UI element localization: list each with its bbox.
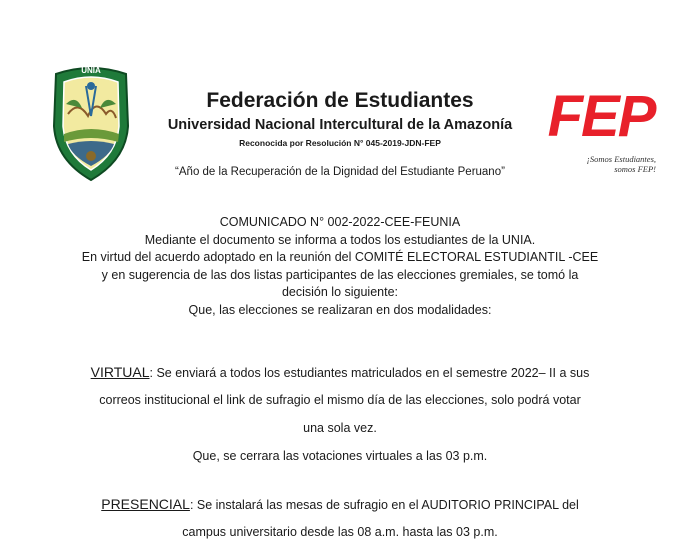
seal-top-text: UNIA [81, 66, 101, 75]
communique-number: COMUNICADO N° 002-2022-CEE-FEUNIA [219, 215, 461, 229]
virtual-line-1 [60, 358, 620, 386]
recognition-line: Reconocida por Resolución N° 045-2019-JDN-FEP [239, 138, 441, 148]
communique-line: Que, las elecciones se realizaran en dos modalidades: [188, 302, 492, 317]
presencial-line-2: campus universitario desde las 08 a.m. hasta las 03 p.m. [182, 525, 498, 539]
presencial-text: : Se instalará las mesas de sufragio en el AUDITORIO PRINCIPAL del [189, 498, 579, 512]
page-title: Federación de Estudiantes [206, 89, 474, 112]
virtual-text: : Se enviará a todos los estudiantes matriculados en el semestre 2022– II a sus [149, 366, 590, 380]
virtual-label: VIRTUAL [90, 364, 150, 380]
communique-line: En virtud del acuerdo adoptado en la reunión del COMITÉ ELECTORAL ESTUDIANTIL -CEE [81, 250, 599, 265]
fep-slogan-line1: ¡Somos Estudiantes, [586, 154, 656, 164]
fep-logo-mark: FEP [547, 84, 655, 149]
presencial-label: PRESENCIAL [101, 496, 190, 512]
virtual-section [60, 358, 620, 470]
virtual-line-3: una sola vez. [303, 421, 377, 435]
year-motto: “Año de la Recuperación de la Dignidad del Estudiante Peruano” [175, 166, 505, 178]
fep-slogan-line2: somos FEP! [614, 164, 656, 174]
communique-body [60, 214, 620, 320]
communique-line: Mediante el documento se informa a todos los estudiantes de la UNIA. [144, 232, 536, 247]
virtual-line-2: correos institucional el link de sufragio el mismo día de las elecciones, solo podrá votar [99, 393, 581, 407]
presencial-section [60, 490, 620, 546]
university-name: Universidad Nacional Intercultural de la Amazonía [167, 117, 513, 133]
communique-line: y en sugerencia de las dos listas participantes de las elecciones gremiales, se tomó la [101, 267, 579, 282]
communique-line: decisión lo siguiente: [281, 285, 399, 300]
presencial-line-1 [60, 490, 620, 518]
virtual-line-4: Que, se cerrara las votaciones virtuales a las 03 p.m. [192, 449, 488, 463]
